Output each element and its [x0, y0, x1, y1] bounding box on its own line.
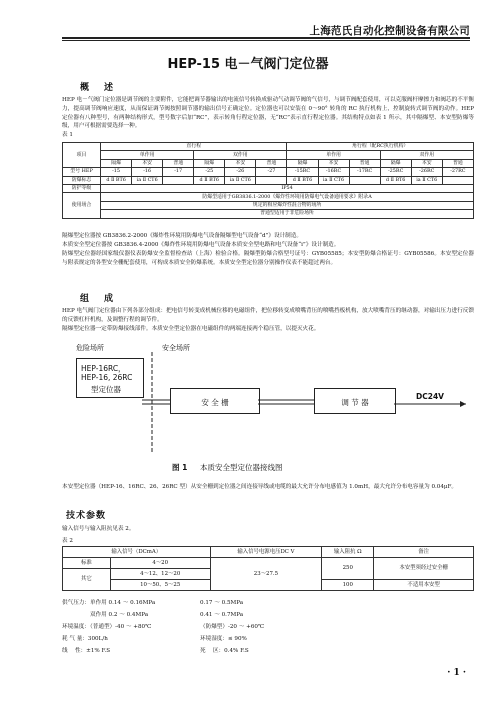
- figure-caption-number: 图 1: [172, 463, 188, 472]
- figure-regulator-box: [314, 388, 396, 414]
- spec-left: 双作用 0.2 ～ 0.4MPa: [62, 612, 149, 618]
- spec-left: 耗 气 量：300L/h: [62, 636, 108, 642]
- figure-safe-label: 安全场所: [162, 344, 190, 352]
- table1-model: -17RC: [349, 168, 380, 176]
- table1-item-header: 项目: [63, 143, 101, 168]
- table1-ex-d: d Ⅱ BT6: [380, 176, 411, 184]
- spec-left: 环境温度：（普通型）-40 ～ +80℃: [62, 624, 152, 630]
- table1-intrinsic: 本安: [225, 159, 256, 167]
- spec-right: 0.41 ～ 0.7MPa: [200, 612, 244, 618]
- table1-single: 单作用: [101, 151, 194, 159]
- figure-device-line1: HEP-16RC，: [81, 364, 126, 373]
- table1-straight: 直行程: [101, 143, 287, 151]
- table-1: [62, 142, 474, 219]
- table1-normal: 普通: [349, 159, 380, 167]
- specs-intro: 输入信号与输入阻抗见表 2。: [62, 526, 135, 532]
- spec-left: 供气压力：单作用 0.14 ～ 0.16MPa: [62, 600, 156, 606]
- table1-flame: 隔爆: [194, 159, 225, 167]
- spec-right: 环境湿度：≤ 90%: [200, 636, 247, 642]
- spec-right: 死 区：0.4% F.S: [200, 648, 249, 654]
- table1-use3: 普通型适用于非危险场所: [101, 210, 474, 218]
- table-2: [62, 546, 474, 591]
- table2-h3: 输入阻抗 Ω: [322, 547, 374, 558]
- overview-paragraph: HEP 电－气阀门定位器是调节阀的主要附件，它能把调节器输出的电流信号转换成驱动气动调节阀的气信号，与调节阀配套使用，可以克服阀杆摩擦力和阀芯的不平衡力，提高调节阀响应速度，从而保证调节阀按照调节器的输出信号正确定位。定位器也可以安装在 0～90° 转角的 RC 执行机构上，控制旋转式调节阀的动作。HEP 定位器有八种型号，有两种结构形式，型号数字后加“RC”，表示转角行程定位器，无“RC”表示直行程定位器。其结构特点如表 1 所示，其中隔爆型、本安型防爆等级，用户可根据需要选择一种。: [62, 97, 474, 130]
- table1-ex-d: d Ⅱ BT6: [194, 176, 225, 184]
- table1-intrinsic: 本安: [318, 159, 349, 167]
- table2-h4: 备注: [374, 547, 474, 558]
- table1-ex-i: ia Ⅱ CT6: [318, 176, 349, 184]
- table2-note-2: 不适用本安型: [374, 580, 474, 591]
- document-title: HEP-15 电－气阀门定位器: [167, 57, 329, 72]
- table2-h2: 输入信号电源电压DC V: [210, 547, 322, 558]
- figure-barrier-box: [170, 388, 260, 414]
- spec-right: （防爆型）-20 ～ +60℃: [200, 624, 265, 630]
- after-table1-line1: 隔爆型定位器按 GB3836.2-2000《爆炸性环境用防爆电气设备隔爆型电气设备“d”》设计制造。: [62, 233, 302, 239]
- table1-model: -15: [101, 168, 132, 176]
- table1-ex-i: ia Ⅱ CT6: [225, 176, 256, 184]
- table1-model-label: 型号 HEP: [63, 168, 101, 176]
- table2-other-range-2: 10～50、5～25: [110, 580, 210, 591]
- table1-model: -25: [194, 168, 225, 176]
- table1-intrinsic: 本安: [132, 159, 163, 167]
- header-rule: [62, 37, 470, 39]
- figure-device-line2: HEP-16, 26RC: [81, 373, 133, 382]
- composition-paragraph-1: HEP 电气阀门定位器由下列各部分组成：把电信号转变成机械位移的电磁组件，把位移转变成喷嘴背压的喷嘴挡板机构，放大喷嘴背压的继动器，对输出压力进行反馈的反馈杠杆机构，及调整行程的调节件。: [62, 308, 474, 323]
- table1-ex-label: 防爆标志: [63, 176, 101, 184]
- figure-regulator-label: 调 节 器: [341, 398, 369, 407]
- table1-ex-empty: [349, 176, 380, 184]
- table1-ex-empty: [256, 176, 287, 184]
- table1-ip: IP54: [101, 184, 474, 192]
- table2-voltage: 23～27.5: [210, 558, 322, 591]
- table2-caption: 表 2: [62, 538, 73, 544]
- figure-power-label: DC24V: [416, 392, 444, 401]
- table1-ex-d: d Ⅱ BT6: [101, 176, 132, 184]
- table1-model: -26RC: [411, 168, 442, 176]
- figure-positioner-box: [76, 358, 144, 398]
- table2-standard-range: 4～20: [110, 558, 210, 569]
- table2-other: 其它: [63, 569, 111, 591]
- table1-intrinsic: 本安: [411, 159, 442, 167]
- table2-impedance-1: 250: [322, 558, 374, 580]
- table1-ex-i: ia Ⅱ CT6: [132, 176, 163, 184]
- table1-caption: 表 1: [62, 132, 73, 138]
- table1-ex-i: ia Ⅱ CT6: [411, 176, 442, 184]
- table1-model: -15RC: [287, 168, 318, 176]
- table1-ip-label: 防护等级: [63, 184, 101, 192]
- spec-left: 线 性：±1% F.S: [62, 648, 111, 654]
- table1-normal: 普通: [163, 159, 194, 167]
- after-table1-line3: 防爆型定位器经国家级仪器仪表防爆安全监督检查站（上海）检验合格。隔爆型防爆合格型号证号：GYB05585；本安型防爆合格证号：GYB05586。本安型定位器与附表规定的各型安全栅配套使用，可构成本质安全防爆系统。本质安全型定位器分别操作仪表不能超过两台。: [62, 251, 474, 266]
- section-overview-title: 概 述: [80, 83, 117, 93]
- spec-right: 0.17 ～ 0.5MPa: [200, 600, 244, 606]
- table1-flame: 隔爆: [101, 159, 132, 167]
- table1-single: 单作用: [287, 151, 380, 159]
- table1-flame: 隔爆: [380, 159, 411, 167]
- figure-caption: 本质安全型定位器接线图: [200, 463, 283, 472]
- table1-model: -27RC: [442, 168, 473, 176]
- table1-ex-empty: [163, 176, 194, 184]
- table1-normal: 普通: [256, 159, 287, 167]
- table1-use2: 规定的相应爆炸性混合物的场所: [101, 201, 474, 209]
- section-composition-title: 组 成: [80, 294, 117, 304]
- table1-model: -27: [256, 168, 287, 176]
- figure-device-line3: 型定位器: [91, 385, 121, 394]
- composition-paragraph-2: 隔爆型定位器一定带防爆接线部件。本质安全型定位器在电磁组件的两端连接两个稳压管，以提灭火花。: [62, 326, 320, 332]
- table1-angular: 角行程（配RC执行机构）: [287, 143, 474, 151]
- table1-double: 双作用: [194, 151, 287, 159]
- table1-double: 双作用: [380, 151, 473, 159]
- table2-h1: 输入信号（DCmA）: [63, 547, 211, 558]
- table2-impedance-2: 100: [322, 580, 374, 591]
- table1-use-label: 使用场合: [63, 193, 101, 218]
- table1-ex-d: d Ⅱ BT6: [287, 176, 318, 184]
- table2-other-range-1: 4～12、12～20: [110, 569, 210, 580]
- table1-flame: 隔爆: [287, 159, 318, 167]
- table1-model: -25RC: [380, 168, 411, 176]
- table1-use1: 防爆型适用于GB3836.1-2000《爆炸性环境用防爆电气设备通用要求》附录A: [101, 193, 474, 201]
- table2-note-1: 本安型须经过安全栅: [374, 558, 474, 580]
- company-name: 上海范氏自动化控制设备有限公司: [309, 25, 470, 37]
- table1-model: -17: [163, 168, 194, 176]
- figure-barrier-label: 安 全 栅: [201, 398, 229, 407]
- table2-standard: 标准: [63, 558, 111, 569]
- header-rule-thin: [62, 40, 470, 41]
- table1-model: -16RC: [318, 168, 349, 176]
- table1-model: -26: [225, 168, 256, 176]
- after-figure-paragraph: 本安型定位器（HEP-16、16RC、26、26RC 型）从安全栅到定位器之间连接导线或电缆的最大允许分布电感值为 1.0mH，最大允许分布电容量为 0.04μF。: [62, 484, 458, 490]
- table1-normal: 普通: [442, 159, 473, 167]
- after-table1-line2: 本质安全型定位器按 GB3836.4-2000《爆炸性环境用防爆电气设备本质安全型电路和电气设备“i”》设计制造。: [62, 242, 340, 248]
- table1-model: -16: [132, 168, 163, 176]
- section-specs-title: 技术参数: [66, 511, 107, 521]
- page-number: · 1 ·: [447, 668, 466, 678]
- table1-ex-empty: [442, 176, 473, 184]
- figure-hazard-label: 危险场所: [76, 344, 104, 352]
